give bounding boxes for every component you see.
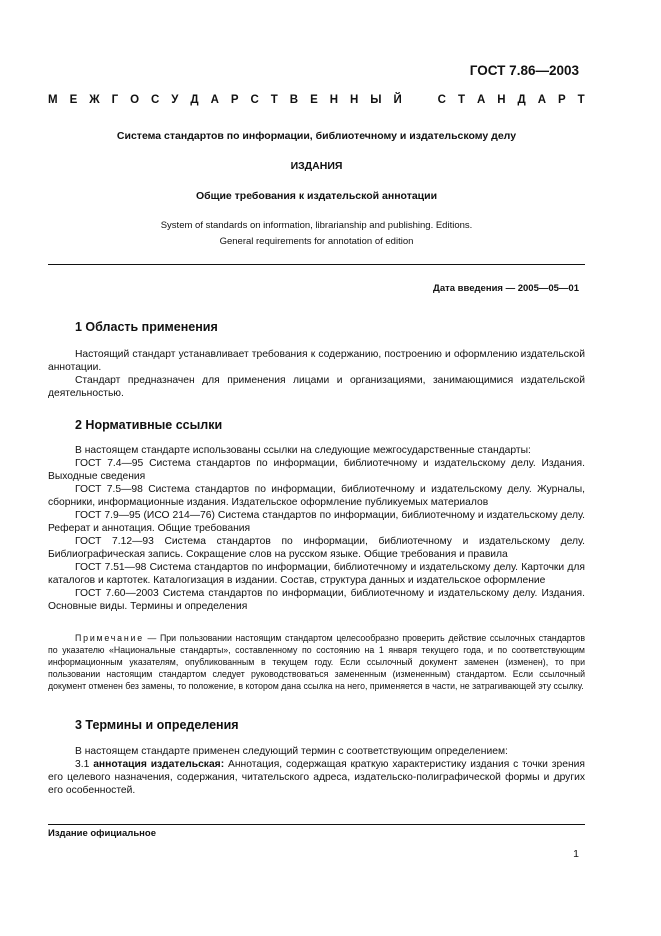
banner-letter: С: [437, 94, 446, 106]
english-title-line-2: General requirements for annotation of edition: [219, 236, 414, 247]
banner-letter: Н: [349, 94, 359, 106]
section-1-paragraph: Настоящий стандарт устанавливает требования к содержанию, построению и оформлению издательской аннотации.: [48, 349, 585, 373]
banner-letter: С: [151, 94, 160, 106]
section-1-body: [48, 348, 585, 400]
banner-letter: Ы: [370, 94, 382, 106]
reference-item: ГОСТ 7.51—98 Система стандартов по информации, библиотечному и издательскому делу. Карточки для каталогов и картотек. Каталогизация в издании. Состав, структура данных и издательское оформление: [48, 562, 585, 586]
term-definition: Аннотация, содержащая краткую характеристику издания с точки зрения его целевого назначения, содержания, читательского адреса, издательско-полиграфической формы и других его особенностей.: [48, 759, 585, 796]
banner-letter: А: [537, 94, 546, 106]
banner-letter: А: [210, 94, 219, 106]
document-title: ИЗДАНИЯ: [290, 160, 343, 172]
section-3-body: [48, 745, 585, 797]
reference-item: ГОСТ 7.60—2003 Система стандартов по информации, библиотечному и издательскому делу. Издания. Основные виды. Термины и определения: [48, 588, 585, 612]
reference-item: ГОСТ 7.9—95 (ИСО 214—76) Система стандартов по информации, библиотечному и издательскому делу. Реферат и аннотация. Общие требования: [48, 510, 585, 534]
term-number: 3.1: [75, 759, 94, 770]
section-3-heading: 3 Термины и определения: [75, 718, 239, 732]
page-number: 1: [573, 848, 579, 860]
series-title: Система стандартов по информации, библиотечному и издательскому делу: [116, 130, 517, 142]
section-2-heading: 2 Нормативные ссылки: [75, 418, 223, 432]
banner-letter: Е: [69, 94, 78, 106]
banner-letter: Д: [190, 94, 199, 106]
banner-letter: У: [171, 94, 179, 106]
note-block: [48, 632, 585, 692]
banner-letter: Е: [310, 94, 318, 106]
section-2-intro: В настоящем стандарте использованы ссылки на следующие межгосударственные стандарты:: [75, 445, 531, 456]
banner-letter: О: [130, 94, 140, 106]
term-name: аннотация издательская:: [93, 759, 225, 770]
document-subtitle: Общие требования к издательской аннотации: [195, 190, 438, 202]
english-title-line-1: System of standards on information, librarianship and publishing. Editions.: [160, 220, 473, 231]
effective-date: Дата введения — 2005—05—01: [433, 283, 579, 294]
banner-letter: Й: [393, 94, 402, 106]
interstate-standard-banner: [48, 94, 585, 106]
banner-letter: М: [48, 94, 58, 106]
banner-letter: Р: [230, 94, 239, 106]
note-label: Примечание: [75, 633, 144, 643]
banner-letter: Г: [111, 94, 119, 106]
banner-letter: Н: [329, 94, 339, 106]
note-text: — При пользовании настоящим стандартом целесообразно проверить действие ссылочных стандартов по указателю «Национальные стандарты», составленному по состоянию на 1 января текущего года, и по соответствующим информационным указателям, опубликованным в текущем году. Если ссылочный документ заменен (изменен), то при пользовании настоящим стандартом следует руководствоваться замененным (измененным) стандартом. Если ссылочный документ отменен без замены, то положение, в котором дана ссылка на него, применяется в части, не затрагивающей эту ссылку.: [48, 633, 585, 691]
banner-letter: Т: [457, 94, 465, 106]
reference-item: ГОСТ 7.5—98 Система стандартов по информации, библиотечному и издательскому делу. Журналы, сборники, информационные издания. Издательское оформление публикуемых материалов: [48, 484, 585, 508]
banner-letter: Р: [557, 94, 566, 106]
section-3-intro: В настоящем стандарте применен следующий термин с соответствующим определением:: [75, 746, 508, 757]
banner-letter: С: [250, 94, 259, 106]
header-rule: [48, 264, 585, 265]
edition-label: Издание официальное: [48, 828, 156, 839]
standard-number: ГОСТ 7.86—2003: [469, 63, 579, 78]
footer-rule: [48, 824, 585, 825]
banner-letter: Т: [577, 94, 585, 106]
section-2-body: [48, 444, 585, 613]
section-1-heading: 1 Область применения: [75, 320, 218, 334]
banner-letter: Т: [270, 94, 278, 106]
banner-letter: Д: [517, 94, 526, 106]
reference-item: ГОСТ 7.4—95 Система стандартов по информации, библиотечному и издательскому делу. Издания. Выходные сведения: [48, 458, 585, 482]
english-title: [48, 218, 585, 250]
banner-letter: А: [476, 94, 486, 106]
banner-letter: В: [289, 94, 299, 106]
banner-letter: Ж: [89, 94, 100, 106]
banner-letter: Н: [497, 94, 506, 106]
reference-item: ГОСТ 7.12—93 Система стандартов по информации, библиотечному и издательскому делу. Библиографическая запись. Сокращение слов на русском языке. Общие требования и правила: [48, 536, 585, 560]
section-1-paragraph: Стандарт предназначен для применения лицами и организациями, занимающимися издательской деятельностью.: [48, 375, 585, 399]
